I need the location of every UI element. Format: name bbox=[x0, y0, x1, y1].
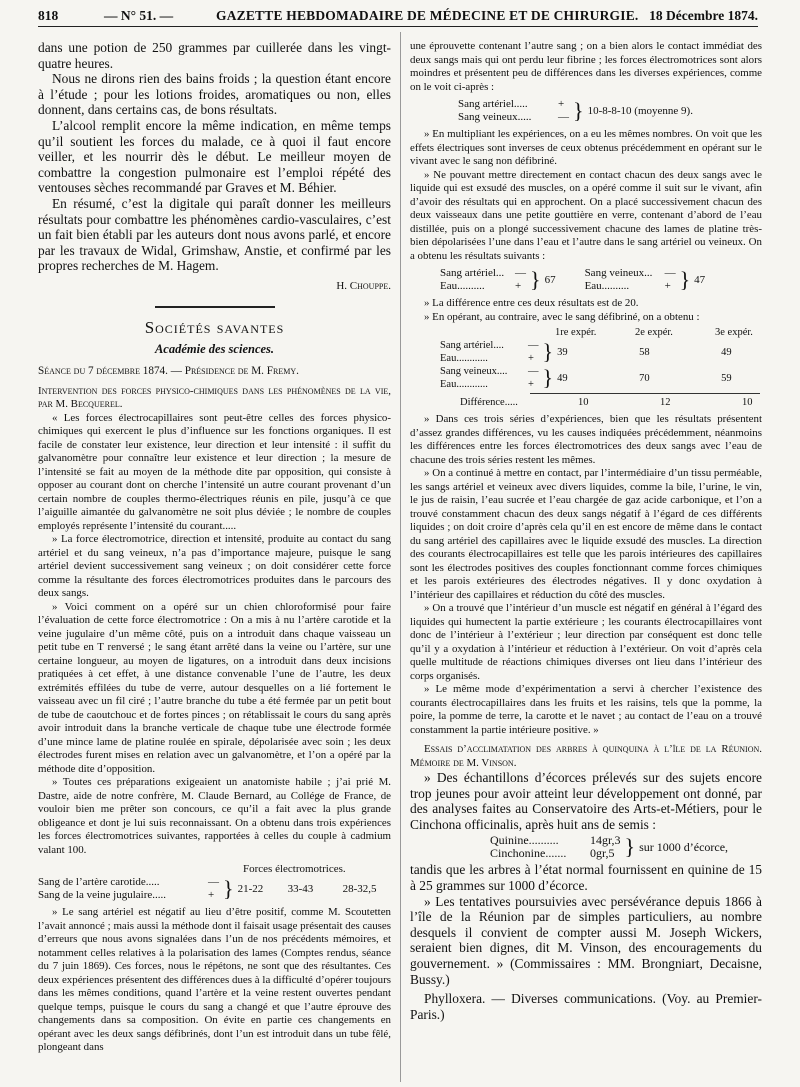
page-header bbox=[38, 8, 758, 27]
table-value: 47 bbox=[694, 273, 706, 286]
sign: — bbox=[528, 366, 539, 377]
column-divider bbox=[400, 32, 401, 1082]
table-value: 14gr,3 bbox=[590, 833, 621, 848]
column-header: 2e expér. bbox=[635, 327, 673, 338]
paragraph: » Voici comment on a opéré sur un chien chloroformisé pour faire l’évaluation de cette force électromotrice : On a mis à nu l’artère carotide et la veine jugulaire d’un même côté, puis on a introduit dans chaque vaisseau un petit tube en T renversé ; le sang étant arrêté dans la veine ou l’artère, sur une certaine longueur, au moyen de ligatures, on a introduit dans deux incisions pratiquées à cet effet, à une distance convenable l’une de l’autre, les deux extrémités effilées du tube de verre, autour desquelles on a lié fortement le vaisseau avec un fil ciré ; l’autre branche du tube a été fermée par un petit bout de tube de caoutchouc et de fortes pinces ; on rétablissait le cours du sang après avoir introduit dans la branche verticale de chaque tube une électrode formée d’une mince lame de platine roulée en spirale, dépolarisée avec soin ; les deux électrodes furent mises en relation avec un galvanomètre, et l’on a opéré par la méthode dite d’opposition. bbox=[38, 600, 391, 775]
table-row-label: Sang de l’artère carotide..... bbox=[38, 876, 160, 889]
table-value: 70 bbox=[639, 372, 650, 384]
table-value: 28-32,5 bbox=[342, 882, 377, 895]
table-row-label: Eau.......... bbox=[584, 280, 630, 292]
table-row-label: Sang artériel... bbox=[440, 267, 505, 279]
table-value: 58 bbox=[639, 346, 650, 358]
table-row-label: Sang veineux..... bbox=[458, 111, 532, 123]
brace: } bbox=[530, 267, 541, 292]
table-row-label: Eau.......... bbox=[440, 280, 485, 292]
paragraph: « Les forces électrocapillaires sont peut-être celles des forces physico-chimiques qui exercent le plus d’influence sur les fonctions organiques. Il est facile de constater leur existence, leur direction et leur intensité : il suffit du galvanomètre pour connaître leur existence et leur direction ; la mesure de l’intensité se fait au moyen de la méthode dite par opposition, qui consiste à opposer au courant dont on cherche l’intensité un autre courant provenant d’un certain nombre de couples thermo-électriques réunis en pile, jusqu’à ce que l’aiguille aimantée du galvanomètre ne soit plus déviée ; le nombre de couples employés représente l’intensité du courant..... bbox=[38, 411, 391, 532]
table-value: 67 bbox=[544, 273, 556, 286]
column-header: 3e expér. bbox=[715, 327, 753, 338]
sign: — bbox=[528, 340, 539, 351]
table-row-label: Sang artériel.... bbox=[440, 340, 504, 351]
paragraph: Phylloxera. — Diverses communications. (Voy. au Premier-Paris.) bbox=[410, 991, 762, 1022]
right-column bbox=[410, 40, 762, 1080]
subsection-title: Académie des sciences. bbox=[154, 341, 275, 356]
paragraph: » La force électromotrice, direction et intensité, produite au contact du sang artériel et du sang veineux, n’a pas d’importance majeure, puisque le sang artériel devient successivement sang veineux ; on doit considérer cette force comme la résultante des forces électromotrices produites dans le parcours des deux sangs. bbox=[38, 533, 391, 600]
data-table-4 bbox=[440, 326, 762, 409]
table-value: sur 1000 d’écorce, bbox=[639, 839, 729, 854]
sign: + bbox=[208, 889, 215, 902]
paragraph: » En multipliant les expériences, on a eu les mêmes nombres. On voit que les effets électriques sont inverses de ceux obtenus précédemment en opérant sur le vivant avec le sang non défibriné. bbox=[410, 128, 762, 167]
column-header: 1re expér. bbox=[555, 327, 597, 338]
table-value: 49 bbox=[557, 372, 568, 384]
table-row-label: Sang artériel..... bbox=[458, 98, 528, 110]
table-row-label: Sang veineux.... bbox=[440, 366, 508, 377]
paragraph: En résumé, c’est la digitale qui paraît donner les meilleurs résultats pour combattre les phénomènes cardio-vasculaires, c’est un fait bien établi par les auteurs dont nous avons parlé, et encore par les travaux de Widal, Grimshaw, Anstie, et confirmé par les propres recherches de M. Hagem. bbox=[38, 195, 391, 274]
sign: + bbox=[664, 280, 671, 292]
sign: + bbox=[558, 98, 565, 110]
brace: } bbox=[223, 876, 234, 902]
sign: — bbox=[664, 267, 676, 279]
brace: } bbox=[624, 834, 636, 860]
paragraph: L’alcool remplit encore la même indication, en même temps qu’il soutient les forces du malade, ce à quoi il faut encore veiller, et les nourrir dès le début. Le meilleur moyen de combattre la congestion pulmonaire est l’emploi répété des ventouses sèches recommandé par Graves et M. Béhier. bbox=[38, 117, 391, 196]
table-row-label: Eau............ bbox=[440, 353, 488, 364]
data-table-1 bbox=[38, 863, 391, 902]
author-signature: H. Chouppe. bbox=[336, 279, 391, 292]
paragraph: tandis que les arbres à l’état normal fournissent en quinine de 15 à 25 grammes sur 1000 d’écorce. bbox=[410, 862, 762, 893]
paragraph: » En opérant, au contraire, avec le sang défibriné, on a obtenu : bbox=[424, 310, 700, 323]
data-table-5 bbox=[490, 834, 762, 860]
table-row-label: Cinchonine....... bbox=[490, 846, 567, 861]
table-row-label: Différence..... bbox=[460, 397, 518, 408]
table-value: 33-43 bbox=[287, 882, 314, 895]
table-value: 10 bbox=[578, 397, 589, 408]
section-rule bbox=[155, 306, 275, 308]
table-value: 12 bbox=[660, 397, 671, 408]
brace: } bbox=[679, 267, 691, 292]
paragraph: » Ne pouvant mettre directement en contact chacun des deux sangs avec le liquide qui est exsudé des muscles, on a opéré comme il suit sur le vivant, afin d’avoir des résultats qui en approchent. On a placé successivement chacun des deux vaisseaux dans une petite gouttière en verre, contenant d’abord de l’eau distillée, puis on a plongé successivement chacune des lames de platine très-bien dépolarisées l’une dans l’eau et l’autre dans le sang artériel ou veineux. On a obtenu les résultats suivants : bbox=[410, 168, 762, 262]
brace: } bbox=[542, 339, 554, 364]
journal-title: GAZETTE HEBDOMADAIRE DE MÉDECINE ET DE CHIRURGIE. bbox=[216, 8, 639, 23]
paragraph: une éprouvette contenant l’autre sang ; on a bien alors le contact immédiat des deux sangs mais qui ont perdu leur fibrine ; les forces électromotrices sont alors moindres et présentent peu de différences dans les diverses expériences, comme on le voit ci-après : bbox=[410, 40, 762, 93]
sign: — bbox=[515, 267, 526, 279]
table-header: Forces électromotrices. bbox=[243, 863, 346, 876]
paragraph: » Des échantillons d’écorces prélevés sur des sujets encore trop jeunes pour avoir atteint leur développement ont donné, par des analyses faites au Conservatoire des Arts-et-Métiers, pour le Cinchona officinalis, après huit ans de semis : bbox=[410, 770, 762, 832]
brace: } bbox=[573, 98, 584, 123]
data-table-3 bbox=[440, 267, 762, 293]
page-number: 818 bbox=[38, 8, 59, 23]
paragraph: dans une potion de 250 grammes par cuillerée dans les vingt-quatre heures. bbox=[38, 40, 391, 71]
table-row-label: Eau............ bbox=[440, 379, 488, 390]
sign: + bbox=[528, 379, 534, 390]
table-row-label: Quinine.......... bbox=[490, 833, 559, 848]
table-value: 39 bbox=[557, 346, 568, 358]
paragraph: » On a trouvé que l’intérieur d’un muscle est négatif en général à l’égard des liquides qui humectent la partie extérieure ; les courants électrocapillaires vont donc de l’intérieur à l’extérieur ; leur direction par conséquent est donc telle qu’il y a oxydation à l’intérieur et réduction à l’extérieur. On voit d’après cela quelle multitude de réactions chimiques diverses ont lieu dans l’intérieur des corps organisés. bbox=[410, 602, 762, 682]
table-value: 21-22 bbox=[237, 882, 264, 895]
paragraph: » La différence entre ces deux résultats est de 20. bbox=[424, 297, 639, 309]
sign: — bbox=[558, 111, 569, 123]
sign: — bbox=[208, 876, 219, 889]
paragraph: » Dans ces trois séries d’expériences, bien que les résultats présentent d’assez grandes différences, vu les causes indiquées précédemment, néanmoins les différences entre les forces électromotrices des deux sangs avec l’eau de chacune des trois séries restent les mêmes. bbox=[410, 413, 762, 466]
paragraph: Nous ne dirons rien des bains froids ; la question étant encore à l’étude ; pour les lotions froides, aromatiques ou non, elles donnent, dans certains cas, de bons résultats. bbox=[38, 71, 391, 118]
table-value: 59 bbox=[721, 372, 732, 384]
sign: + bbox=[515, 280, 522, 292]
paragraph: » Les tentatives poursuivies avec persévérance depuis 1866 à l’île de la Réunion par de simples particuliers, au nombre desquels il convient de compter aussi M. Joseph Wickers, seraient bien dignes, dit M. Vinson, des encouragements du gouvernement. » (Commissaires : MM. Brongniart, Decaisne, Bussy.) bbox=[410, 893, 762, 987]
sign: + bbox=[528, 353, 534, 364]
issue-date: 18 Décembre 1874. bbox=[649, 8, 758, 23]
table-value: 10 bbox=[742, 397, 753, 408]
sum-rule bbox=[530, 393, 760, 394]
table-value: 49 bbox=[721, 346, 732, 358]
article-heading: Intervention des forces physico-chimiques dans les phénomènes de la vie, par M. Becquerel. bbox=[38, 384, 391, 411]
left-column bbox=[38, 40, 391, 1080]
table-row-label: Sang de la veine jugulaire..... bbox=[38, 889, 166, 902]
data-table-2 bbox=[458, 98, 762, 124]
brace: } bbox=[542, 365, 554, 390]
paragraph: » Le même mode d’expérimentation a servi à chercher l’existence des courants électrocapillaires dans les fruits et les raisins, tels que la pomme, la poire, la pomme de terre, la carotte et le navet ; au contact de l’eau on a trouvé constamment la partie intérieure positive. » bbox=[410, 683, 762, 736]
section-title: Sociétés savantes bbox=[144, 317, 285, 337]
paragraph: » Le sang artériel est négatif au lieu d’être positif, comme M. Scoutetten l’avait annoncé ; mais aussi la méthode dont il faisait usage présentait des causes d’erreurs que nous avons signalées dans l’un de nos précédents mémoires, et notamment celles relatives à la polarisation des lames (Comptes rendus, séance du 7 juin 1869). Ces forces, nous le répétons, ne sont que des résultantes. Ces deux expériences présentent des différences dues à la difficulté d’opérer toujours dans les mêmes conditions, quand l’artère et la veine restent ouvertes pendant quelque temps, puisque le cours du sang a changé et que l’autre éprouve des changements dans sa composition. On évite en partie ces changements en opérant avec les deux sangs défibrinés, dont l’un est introduit dans un tube fêlé, plongeant dans bbox=[38, 906, 391, 1054]
table-value: 10-8-8-10 (moyenne 9). bbox=[587, 104, 693, 117]
issue-number: — N° 51. — bbox=[104, 8, 174, 23]
table-row-label: Sang veineux... bbox=[584, 267, 653, 279]
table-value: 0gr,5 bbox=[590, 846, 615, 861]
article-heading: Essais d’acclimatation des arbres à quinquina à l’île de la Réunion. Mémoire de M. Vinson. bbox=[410, 743, 762, 769]
session-line: Séance du 7 décembre 1874. — Présidence de M. Fremy. bbox=[38, 364, 299, 377]
paragraph: » Toutes ces préparations exigeaient un anatomiste habile ; j’ai prié M. Dastre, aide de notre confrère, M. Claude Bernard, au Collége de France, de vouloir bien me prêter son concours, ce qu’il a fait avec la plus grande obligeance et dont je lui suis reconnaissant. On a obtenu dans trois expériences les forces électromotrices suivantes, rapportées à celles du couple à cadmium valant 100. bbox=[38, 776, 391, 856]
paragraph: » On a continué à mettre en contact, par l’intermédiaire d’un tissu perméable, les sangs artériel et veineux avec divers liquides, comme la bile, l’urine, le vin, le jus de raisin, l’eau sucrée et l’eau chargée de gaz acide carbonique, et l’on a trouvé constamment chacun des deux sangs négatif à l’égard de ces différents liquides ; on doit croire d’après cela qu’il en est encore de même dans le contact du sang artériel des capillaires avec le liquide exsudé des muscles. La direction des courants électrocapillaires est telle que les parois intérieures des capillaires sont les électrodes positives des couples fonctionnant comme forces chimiques et les parois extérieures des électrodes négatives. Il y donc oxydation à l’intérieur des capillaires et réduction du côté des muscles. bbox=[410, 467, 762, 601]
